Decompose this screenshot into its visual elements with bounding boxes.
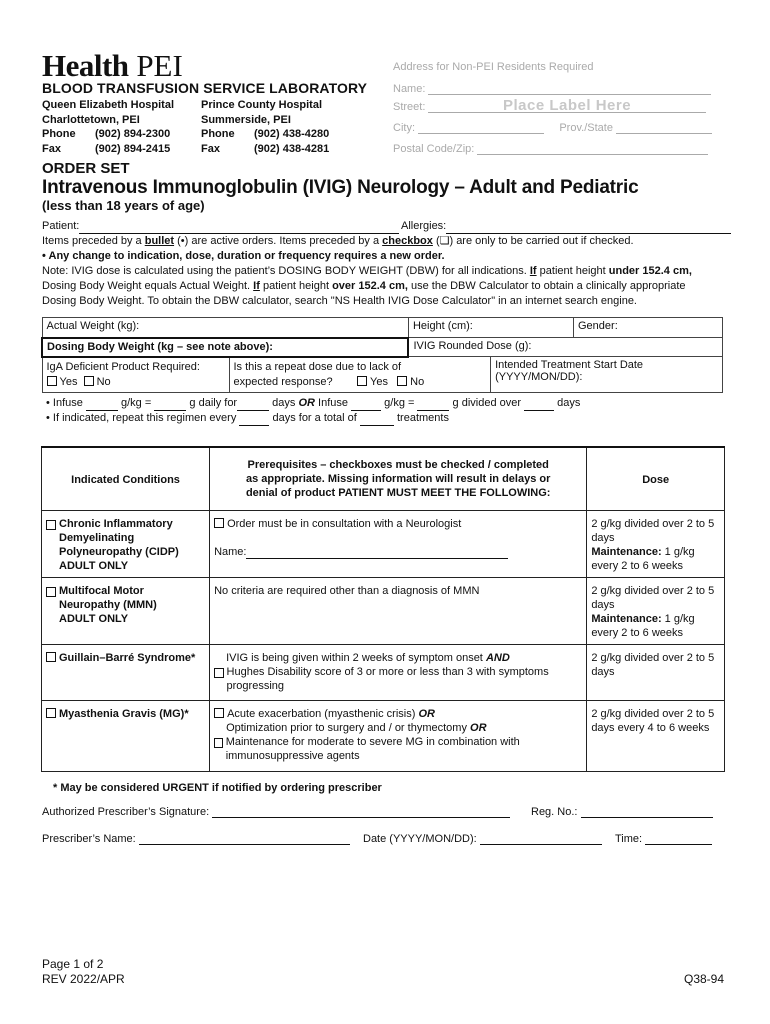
table-row: [42, 700, 725, 771]
patient-info-table: [41, 317, 723, 393]
place-label-text: Place Label Here: [503, 97, 632, 114]
cidp-checkbox[interactable]: [46, 520, 56, 530]
table-row: [42, 510, 725, 577]
actual-weight-field[interactable]: Actual Weight (kg):: [42, 318, 408, 338]
urgent-note: * May be considered URGENT if notified by ordering prescriber: [53, 782, 382, 794]
prereq-mmn: No criteria are required other than a diagnosis of MMN: [210, 577, 587, 644]
table-row: [42, 577, 725, 644]
cidp-neurologist-checkbox[interactable]: [214, 518, 224, 528]
mmn-checkbox[interactable]: [46, 587, 56, 597]
repeat-no-checkbox[interactable]: [397, 376, 407, 386]
prereq-cidp: Order must be in consultation with a Neurologist Name:: [210, 510, 587, 577]
iga-no-checkbox[interactable]: [84, 376, 94, 386]
dose-mmn: 2 g/kg divided over 2 to 5 days Maintenance: 1 g/kg every 2 to 6 weeks: [587, 577, 725, 644]
neurologist-name-field[interactable]: Name:: [214, 545, 582, 559]
reg-no-field[interactable]: Reg. No.:: [531, 806, 713, 818]
infuse-line[interactable]: • Infuse g/kg = g daily for days OR Infuse g/kg = g divided over days: [46, 397, 581, 409]
condition-mg: Myasthenia Gravis (MG)*: [42, 700, 210, 771]
allergies-field[interactable]: Allergies:: [401, 219, 731, 234]
prereq-mg: Acute exacerbation (myasthenic crisis) OR Optimization prior to surgery and / or thymectomy OR Maintenance for moderate to severe MG in combination with immunosuppressive agents: [210, 700, 587, 771]
mg-acute-checkbox[interactable]: [214, 708, 224, 718]
order-set-label: ORDER SET: [42, 160, 130, 177]
repeat-regimen-line[interactable]: • If indicated, repeat this regimen every days for a total of treatments: [46, 412, 449, 424]
dosing-weight-field[interactable]: Dosing Body Weight (kg – see note above):: [42, 338, 408, 357]
mg-checkbox[interactable]: [46, 708, 56, 718]
prereq-gbs: IVIG is being given within 2 weeks of symptom onset AND Hughes Disability score of 3 or more or less than 3 with symptoms progressing: [210, 644, 587, 700]
label-street-field[interactable]: Street:: [393, 101, 706, 113]
header-conditions: Indicated Conditions: [42, 447, 210, 510]
condition-cidp: Chronic Inflammatory Demyelinating Polyneuropathy (CIDP) ADULT ONLY: [42, 510, 210, 577]
header-dose: Dose: [587, 447, 725, 510]
iga-field: IgA Deficient Product Required: Yes No: [42, 357, 229, 393]
page-subtitle: (less than 18 years of age): [42, 198, 205, 213]
dose-mg: 2 g/kg divided over 2 to 5 days every 4 to 6 weeks: [587, 700, 725, 771]
label-city-field[interactable]: City: Prov./State: [393, 122, 712, 134]
height-field[interactable]: Height (cm):: [408, 318, 573, 338]
repeat-yes-checkbox[interactable]: [357, 376, 367, 386]
gbs-hughes-checkbox[interactable]: [214, 668, 223, 678]
footer-page: Page 1 of 2 REV 2022/APR: [42, 957, 125, 986]
table-row: [42, 644, 725, 700]
gbs-checkbox[interactable]: [46, 652, 56, 662]
footer-code: Q38-94: [684, 972, 725, 986]
health-pei-logo: Health PEI: [42, 48, 183, 83]
dose-cidp: 2 g/kg divided over 2 to 5 days Maintenance: 1 g/kg every 2 to 6 weeks: [587, 510, 725, 577]
conditions-table: [41, 446, 725, 772]
rounded-dose-field[interactable]: IVIG Rounded Dose (g):: [408, 338, 722, 357]
page-title: Intravenous Immunoglobulin (IVIG) Neurology – Adult and Pediatric: [42, 177, 639, 198]
condition-mmn: Multifocal Motor Neuropathy (MMN) ADULT ONLY: [42, 577, 210, 644]
condition-gbs: Guillain–Barré Syndrome*: [42, 644, 210, 700]
header-prerequisites: Prerequisites – checkboxes must be checked / completed as appropriate. Missing information will result in delays or denial of product PATIENT MUST MEET THE FOLLOWING:: [210, 447, 587, 510]
label-postal-field[interactable]: Postal Code/Zip:: [393, 143, 708, 155]
patient-field[interactable]: Patient:: [42, 219, 399, 234]
lab-title: BLOOD TRANSFUSION SERVICE LABORATORY: [42, 80, 368, 96]
date-field[interactable]: Date (YYYY/MON/DD):: [363, 833, 602, 845]
prescriber-name-field[interactable]: Prescriber’s Name:: [42, 833, 350, 845]
hospital-pch: Prince County Hospital Summerside, PEI Phone (902) 438-4280 Fax (902) 438-4281: [201, 99, 330, 155]
repeat-dose-field: Is this a repeat dose due to lack of expected response? Yes No: [229, 357, 491, 393]
dose-gbs: 2 g/kg divided over 2 to 5 days: [587, 644, 725, 700]
time-field[interactable]: Time:: [615, 833, 712, 845]
gender-field[interactable]: Gender:: [574, 318, 723, 338]
address-note: Address for Non-PEI Residents Required: [393, 61, 594, 73]
mg-maintenance-checkbox[interactable]: [214, 738, 223, 748]
instructions: Items preceded by a bullet (•) are active orders. Items preceded by a checkbox (❏) are only to be carried out if checked. • Any change to indication, dose, duration or frequency requires a new order. Note: IVIG dose is calculated using the patient’s DOSING BODY WEIGHT (DBW) for all indications. If patient height under 152.4 cm, Dosing Body Weight equals Actual Weight. If patient height over 152.4 cm, use the DBW Calculator to obtain a clinically appropriate Dosing Body Weight. To obtain the DBW calculator, search "NS Health IVIG Dose Calculator" in an internet search engine.: [42, 235, 692, 307]
label-name-field[interactable]: Name:: [393, 83, 711, 95]
iga-yes-checkbox[interactable]: [47, 376, 57, 386]
hospital-qeh: Queen Elizabeth Hospital Charlottetown, PEI Phone (902) 894-2300 Fax (902) 894-2415: [42, 99, 175, 155]
prescriber-signature-field[interactable]: Authorized Prescriber’s Signature:: [42, 806, 510, 818]
start-date-field[interactable]: Intended Treatment Start Date (YYYY/MON/DD):: [491, 357, 723, 393]
